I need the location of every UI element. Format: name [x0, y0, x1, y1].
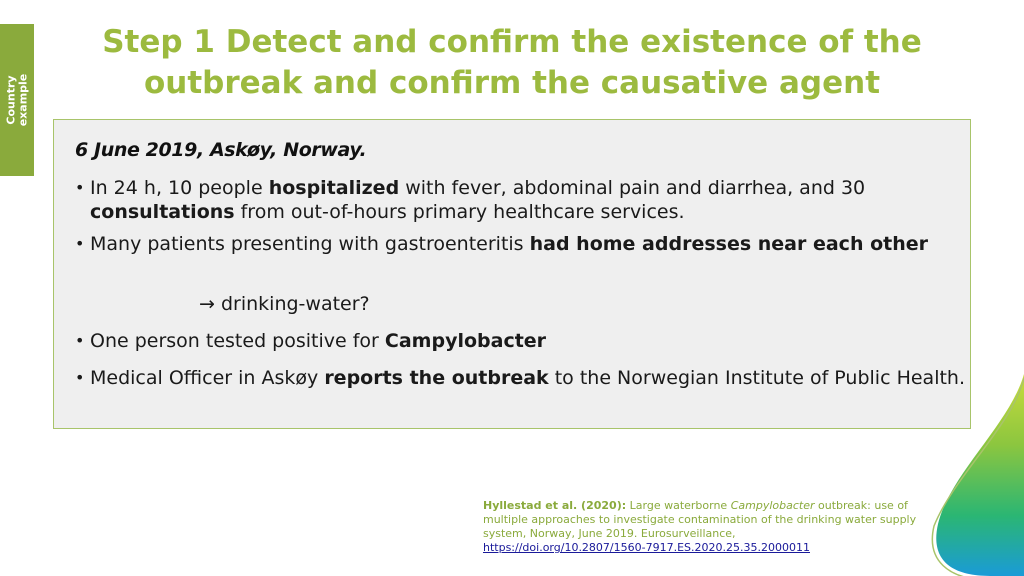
bullet-campylobacter: • One person tested positive for Campylobacter: [75, 329, 970, 353]
slide-title: [70, 22, 954, 104]
citation: Hyllestad et al. (2020): Large waterborne Campylobacter outbreak: use of multiple approaches to investigate contamination of the drinking water supply system, Norway, June 2019. Eurosurveillance, https://doi.org/10.2807/1560-7917.ES.2020.25.35.2000011: [483, 499, 917, 554]
country-example-tab: [0, 24, 34, 176]
title-line-1: Step 1 Detect and confirm the existence of the: [102, 24, 922, 60]
citation-doi-link[interactable]: https://doi.org/10.2807/1560-7917.ES.2020.25.35.2000011: [483, 541, 810, 554]
arrow-right-icon: →: [199, 293, 215, 315]
bullet-hospitalized: • In 24 h, 10 people hospitalized with fever, abdominal pain and diarrhea, and 30 consultations from out-of-hours primary healthcare services.: [75, 176, 970, 224]
bullet-home-addresses: • Many patients presenting with gastroenteritis had home addresses near each other: [75, 232, 970, 256]
water-drop-graphic: [930, 374, 1024, 576]
bullet-reports-outbreak: • Medical Officer in Askøy reports the outbreak to the Norwegian Institute of Public Health.: [75, 366, 970, 390]
country-example-label: Country example: [4, 73, 30, 127]
water-drop-shape: [936, 374, 1024, 576]
drinking-water-question: → drinking-water?: [199, 293, 370, 315]
title-line-2: outbreak and confirm the causative agent: [143, 65, 881, 101]
citation-author: Hyllestad et al. (2020):: [483, 499, 627, 512]
date-location-heading: 6 June 2019, Askøy, Norway.: [75, 139, 367, 161]
content-box: [53, 119, 971, 429]
